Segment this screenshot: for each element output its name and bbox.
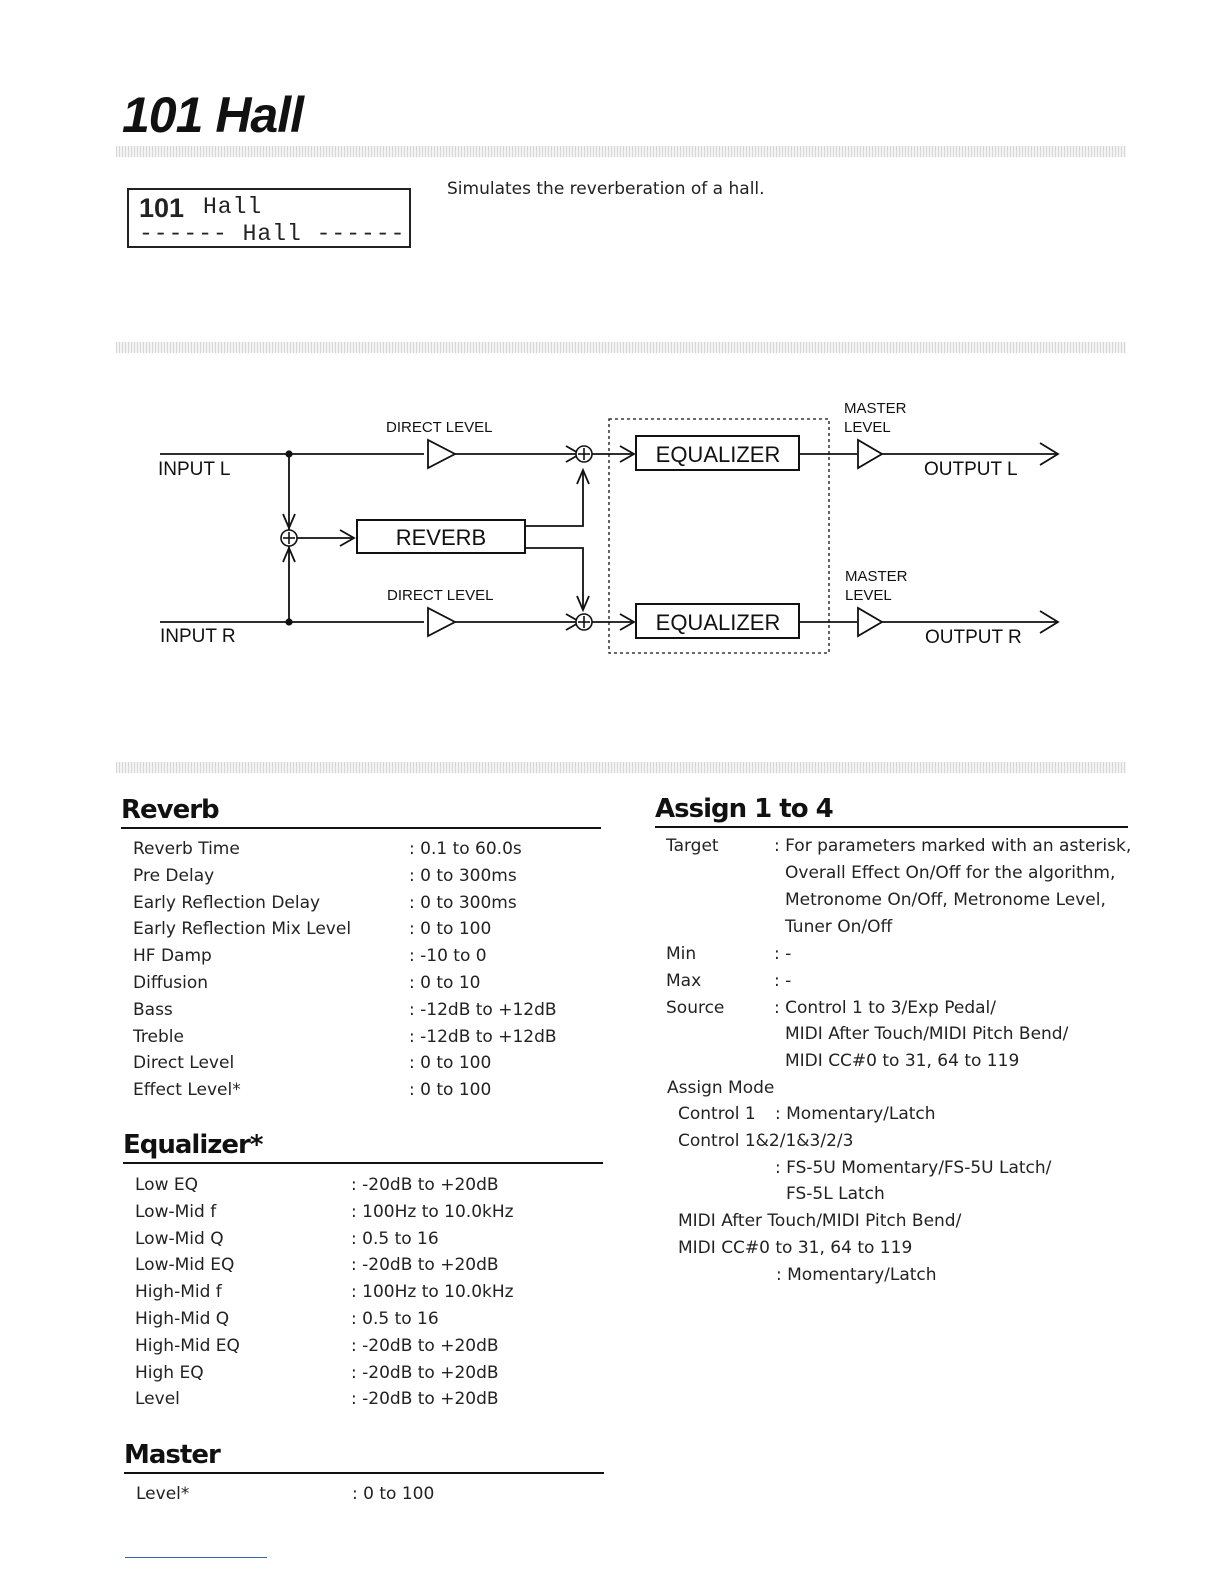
param-row bbox=[135, 1252, 605, 1279]
param-row bbox=[135, 1306, 605, 1333]
level-bottom-label: LEVEL bbox=[845, 587, 892, 604]
master-param-table bbox=[136, 1481, 606, 1508]
assign-control1-value: : Momentary/Latch bbox=[775, 1104, 936, 1124]
effect-description: Simulates the reverberation of a hall. bbox=[447, 179, 765, 199]
direct-level-bottom-amp bbox=[428, 608, 455, 636]
direct-level-bottom-label: DIRECT LEVEL bbox=[387, 587, 494, 604]
param-row bbox=[133, 943, 603, 970]
param-row bbox=[133, 970, 603, 997]
assign-source-line-2: MIDI After Touch/MIDI Pitch Bend/ bbox=[785, 1024, 1069, 1044]
assign-target-label: Target bbox=[666, 836, 719, 856]
lcd-patch-number: 101 bbox=[139, 193, 185, 223]
param-value: : 0 to 300ms bbox=[409, 865, 517, 886]
reverb-label: REVERB bbox=[395, 525, 487, 550]
param-value: : -12dB to +12dB bbox=[409, 1026, 557, 1047]
param-row bbox=[135, 1226, 605, 1253]
param-name: HF Damp bbox=[133, 946, 212, 967]
param-value: : -20dB to +20dB bbox=[351, 1335, 499, 1356]
param-value: : -10 to 0 bbox=[409, 946, 487, 967]
param-value: : 0.1 to 60.0s bbox=[409, 839, 522, 859]
master-level-top-amp bbox=[858, 440, 882, 468]
assign-control1-label: Control 1 bbox=[678, 1104, 756, 1124]
input-l-label: INPUT L bbox=[158, 459, 231, 480]
param-value: : -20dB to +20dB bbox=[351, 1362, 499, 1383]
param-row bbox=[135, 1199, 605, 1226]
param-name: High EQ bbox=[135, 1362, 204, 1383]
assign-target-line-2: Overall Effect On/Off for the algorithm, bbox=[785, 863, 1116, 883]
assign-heading: Assign 1 to 4 bbox=[655, 794, 1128, 828]
param-row bbox=[133, 1050, 603, 1077]
param-row bbox=[133, 836, 603, 863]
param-name: Treble bbox=[133, 1026, 184, 1047]
param-row bbox=[135, 1172, 605, 1199]
param-name: High-Mid Q bbox=[135, 1308, 230, 1329]
reverb-param-table bbox=[133, 836, 603, 1104]
param-row bbox=[133, 997, 603, 1024]
param-name: Low-Mid EQ bbox=[135, 1255, 235, 1276]
master-level-bottom-amp bbox=[858, 608, 882, 636]
param-name: High-Mid f bbox=[135, 1282, 222, 1303]
param-name: Diffusion bbox=[133, 972, 209, 993]
master-bottom-label: MASTER bbox=[845, 568, 908, 585]
output-l-label: OUTPUT L bbox=[924, 459, 1018, 480]
assign-mode-label: Assign Mode bbox=[667, 1078, 775, 1098]
param-name: Pre Delay bbox=[133, 865, 215, 886]
assign-max-label: Max bbox=[666, 971, 702, 991]
equalizer-param-table bbox=[135, 1172, 605, 1413]
param-name: Bass bbox=[133, 999, 173, 1020]
param-name: Low EQ bbox=[135, 1175, 199, 1195]
param-name: Effect Level* bbox=[133, 1080, 241, 1101]
page-title: 101 Hall bbox=[122, 87, 304, 143]
param-row bbox=[135, 1360, 605, 1387]
param-row bbox=[133, 916, 603, 943]
assign-min-label: Min bbox=[666, 944, 697, 964]
assign-source-label: Source bbox=[666, 998, 725, 1018]
param-row bbox=[135, 1333, 605, 1360]
assign-max-value: : - bbox=[774, 971, 792, 991]
assign-target-line-4: Tuner On/Off bbox=[785, 917, 893, 937]
lcd-line-2: ------ Hall ------ bbox=[139, 221, 406, 247]
assign-midi-line-2: MIDI CC#0 to 31, 64 to 119 bbox=[678, 1238, 913, 1258]
assign-control-multi-label: Control 1&2/1&3/2/3 bbox=[678, 1131, 854, 1151]
param-value: : 0 to 300ms bbox=[409, 892, 517, 913]
master-heading: Master bbox=[124, 1440, 604, 1474]
param-name: Low-Mid f bbox=[135, 1201, 217, 1222]
param-value: : 0 to 10 bbox=[409, 972, 481, 993]
param-value: : -20dB to +20dB bbox=[351, 1175, 499, 1195]
assign-target-line-3: Metronome On/Off, Metronome Level, bbox=[785, 890, 1106, 910]
reverb-heading: Reverb bbox=[121, 795, 601, 829]
equalizer-bottom-label: EQUALIZER bbox=[655, 610, 781, 635]
param-value: : -12dB to +12dB bbox=[409, 999, 557, 1020]
param-row bbox=[135, 1386, 605, 1413]
param-value: : 0 to 100 bbox=[409, 919, 492, 940]
lcd-patch-name: Hall bbox=[203, 194, 263, 220]
equalizer-top-label: EQUALIZER bbox=[655, 442, 781, 467]
junction-dot-top bbox=[285, 450, 292, 457]
direct-level-top-label: DIRECT LEVEL bbox=[386, 419, 493, 436]
param-value: : -20dB to +20dB bbox=[351, 1389, 499, 1410]
param-row bbox=[135, 1279, 605, 1306]
assign-min-value: : - bbox=[774, 944, 792, 964]
assign-target-line-1: : For parameters marked with an asterisk, bbox=[774, 836, 1132, 856]
master-top-label: MASTER bbox=[844, 400, 907, 417]
param-row bbox=[133, 863, 603, 890]
param-name: Level bbox=[135, 1389, 180, 1410]
param-name: High-Mid EQ bbox=[135, 1335, 240, 1356]
page-footer-rule bbox=[125, 1557, 267, 1558]
assign-control-multi-line-1: : FS-5U Momentary/FS-5U Latch/ bbox=[775, 1158, 1052, 1178]
param-value: : -20dB to +20dB bbox=[351, 1255, 499, 1276]
direct-level-top-amp bbox=[428, 440, 455, 468]
param-name: Early Reflection Delay bbox=[133, 892, 321, 913]
junction-dot-bottom bbox=[285, 618, 292, 625]
input-r-label: INPUT R bbox=[160, 626, 236, 647]
param-value: : 0 to 100 bbox=[409, 1080, 492, 1101]
param-name: Level* bbox=[136, 1484, 190, 1504]
assign-source-line-3: MIDI CC#0 to 31, 64 to 119 bbox=[785, 1051, 1020, 1071]
param-value: : 0 to 100 bbox=[409, 1053, 492, 1074]
level-top-label: LEVEL bbox=[844, 419, 891, 436]
param-name: Early Reflection Mix Level bbox=[133, 919, 352, 940]
signal-flow-diagram bbox=[0, 0, 1224, 720]
param-row bbox=[133, 890, 603, 917]
param-value: : 0.5 to 16 bbox=[351, 1308, 439, 1329]
param-value: : 0.5 to 16 bbox=[351, 1228, 439, 1249]
assign-midi-line-1: MIDI After Touch/MIDI Pitch Bend/ bbox=[678, 1211, 962, 1231]
equalizer-heading: Equalizer* bbox=[123, 1130, 603, 1164]
param-row bbox=[133, 1024, 603, 1051]
param-row bbox=[133, 1077, 603, 1104]
param-value: : 100Hz to 10.0kHz bbox=[351, 1201, 514, 1222]
param-name: Reverb Time bbox=[133, 839, 240, 859]
param-value: : 0 to 100 bbox=[352, 1484, 435, 1504]
params-divider-band bbox=[116, 762, 1126, 773]
assign-midi-value: : Momentary/Latch bbox=[776, 1265, 937, 1285]
param-name: Direct Level bbox=[133, 1053, 235, 1074]
param-value: : 100Hz to 10.0kHz bbox=[351, 1282, 514, 1303]
assign-control-multi-line-2: FS-5L Latch bbox=[786, 1184, 885, 1204]
param-row bbox=[136, 1481, 606, 1508]
assign-source-line-1: : Control 1 to 3/Exp Pedal/ bbox=[774, 998, 996, 1018]
output-r-label: OUTPUT R bbox=[925, 627, 1022, 648]
param-name: Low-Mid Q bbox=[135, 1228, 224, 1249]
